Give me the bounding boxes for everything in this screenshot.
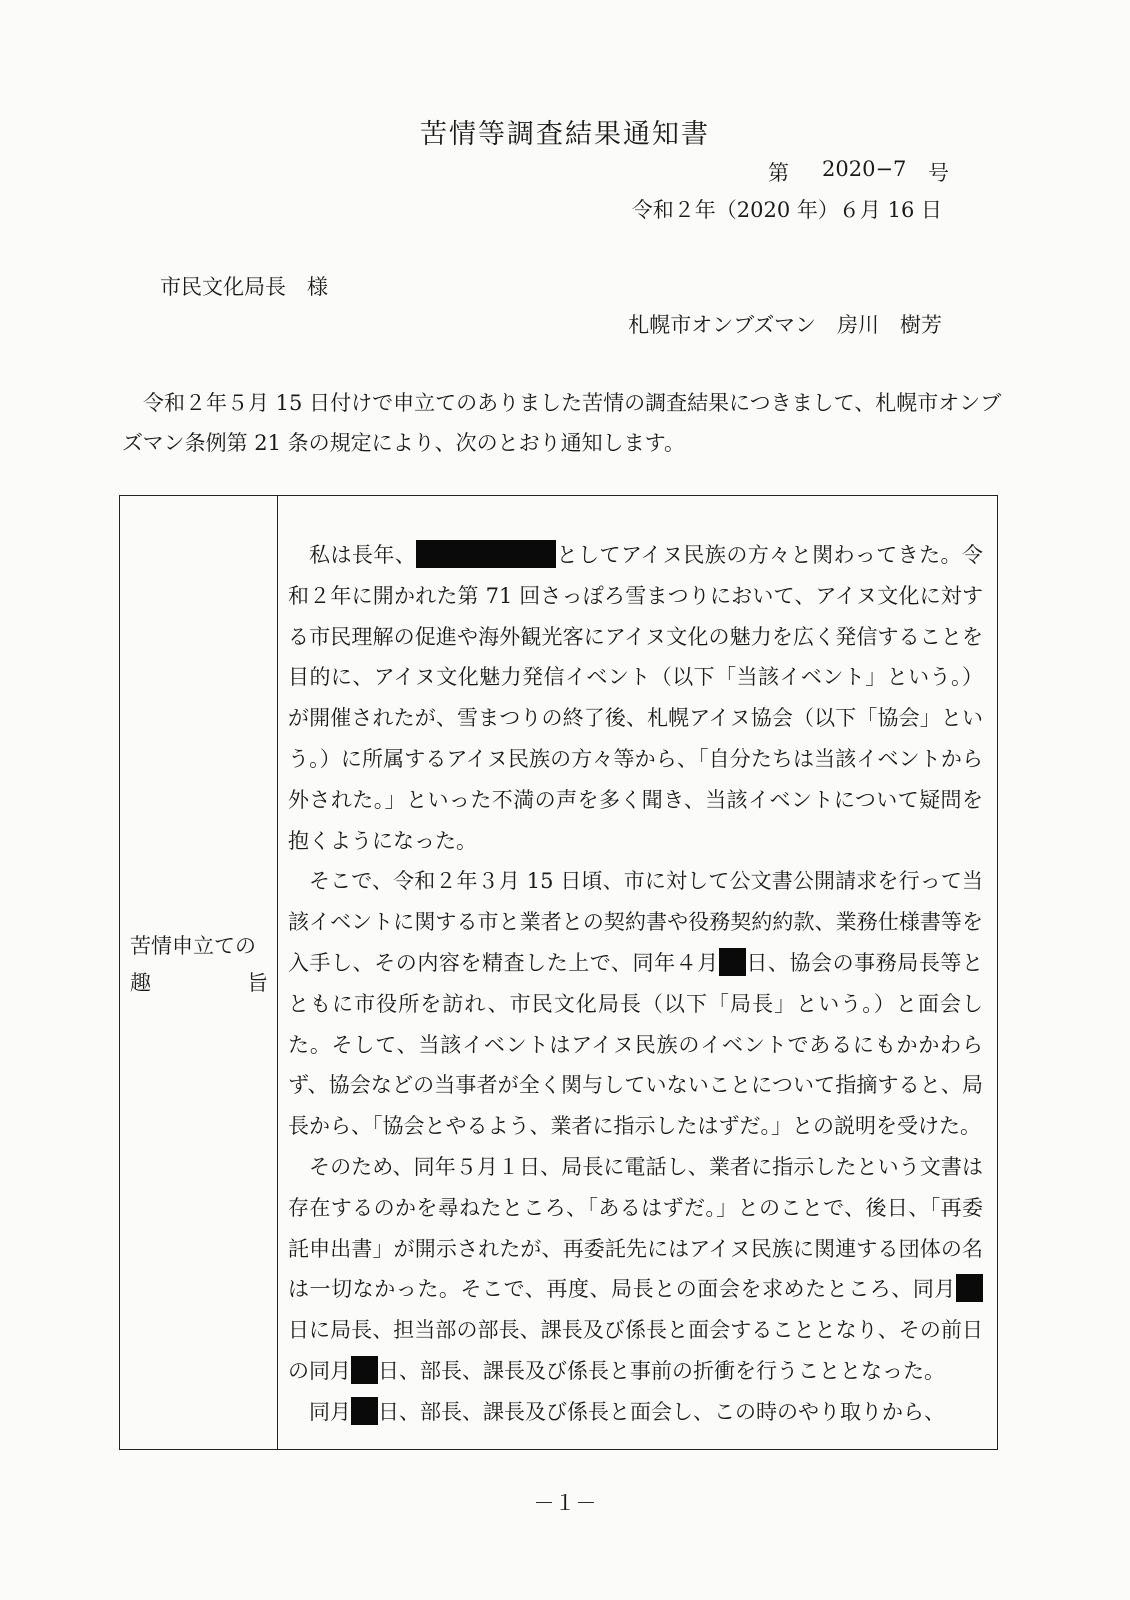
doc-number-suffix: 号 bbox=[928, 161, 949, 185]
intro-text: 令和２年５月 15 日付けで申立てのありました苦情の調査結果につきまして、札幌市オンブズマン条例第 21 条の規定により、次のとおり通知します。 bbox=[122, 391, 1002, 455]
p2-text-b: 日、協会の事務局長等とともに市役所を訪れ、市民文化局長（以下「局長」という。）と面会した。そして、当該イベントはアイヌ民族のイベントであるにもかかわらず、協会などの当事者が全く関与していないことについて指摘すると、局長から、「協会とやるよう、業者に指示したはずだ。」との説明を受けた。 bbox=[288, 950, 983, 1139]
label-char-1: 趣 bbox=[130, 971, 151, 995]
content-paragraph-1 bbox=[288, 535, 983, 861]
document-title: 苦情等調査結果通知書 bbox=[420, 119, 710, 150]
table-content-cell bbox=[278, 496, 997, 1449]
page-number: －１－ bbox=[533, 1491, 597, 1515]
complaint-table bbox=[119, 495, 998, 1450]
content-paragraph-2 bbox=[288, 861, 983, 1147]
p1-text-b: としてアイヌ民族の方々と関わってきた。令和２年に開かれた第 71 回さっぽろ雪まつりにおいて、アイヌ文化に対する市民理解の促進や海外観光客にアイヌ文化の魅力を広く発信することを目的に、アイヌ文化魅力発信イベント（以下「当該イベント」という。）が開催されたが、雪まつりの終了後、札幌アイヌ協会（以下「協会」という。）に所属するアイヌ民族の方々等から、「自分たちは当該イベントから外された。」といった不満の声を多く聞き、当該イベントについて疑問を抱くようになった。 bbox=[288, 543, 983, 853]
redaction-block bbox=[956, 1274, 983, 1302]
recipient: 市民文化局長 様 bbox=[160, 275, 328, 299]
intro-paragraph bbox=[122, 383, 1010, 463]
complaint-purpose-label bbox=[130, 928, 268, 1002]
label-char-2: 旨 bbox=[247, 971, 268, 995]
content-paragraph-4 bbox=[288, 1392, 983, 1433]
label-line-2 bbox=[130, 965, 268, 1002]
p3-text-a: そのため、同年５月１日、局長に電話し、業者に指示したという文書は存在するのかを尋ねたところ、「あるはずだ。」とのことで、後日、「再委託申出書」が開示されたが、再委託先にはアイヌ民族に関連する団体の名は一切なかった。そこで、再度、局長との面会を求めたところ、同月 bbox=[288, 1154, 983, 1302]
table-label-cell bbox=[120, 496, 278, 1449]
redaction-block bbox=[719, 948, 746, 976]
sender: 札幌市オンブズマン 房川 樹芳 bbox=[628, 313, 942, 337]
p3-text-c: 日、部長、課長及び係長と事前の折衝を行うこととなった。 bbox=[378, 1358, 945, 1383]
p3-text-b: 日に局長、担当部の部長、課長及び係長と面会することとなり、その前日の同月 bbox=[288, 1318, 983, 1383]
document-number bbox=[700, 157, 950, 189]
p4-text-a: 同月 bbox=[309, 1399, 351, 1424]
label-line-1: 苦情申立ての bbox=[130, 934, 256, 958]
p2-text-a: そこで、令和２年３月 15 日頃、市に対して公文書公開請求を行って当該イベントに関する市と業者との契約書や役務契約約款、業務仕様書等を入手し、その内容を精査した上で、同年４月 bbox=[288, 869, 983, 975]
p1-text-a: 私は長年、 bbox=[309, 543, 417, 567]
doc-number-value: 2020−7 bbox=[822, 157, 907, 181]
redaction-block bbox=[416, 540, 556, 568]
p4-text-b: 日、部長、課長及び係長と面会し、この時のやり取りから、 bbox=[378, 1399, 945, 1424]
redaction-block bbox=[351, 1397, 378, 1425]
document-date: 令和２年（2020 年）６月 16 日 bbox=[631, 198, 942, 222]
redaction-block bbox=[351, 1356, 378, 1384]
content-paragraph-3 bbox=[288, 1147, 983, 1392]
doc-number-prefix: 第 bbox=[768, 161, 789, 185]
